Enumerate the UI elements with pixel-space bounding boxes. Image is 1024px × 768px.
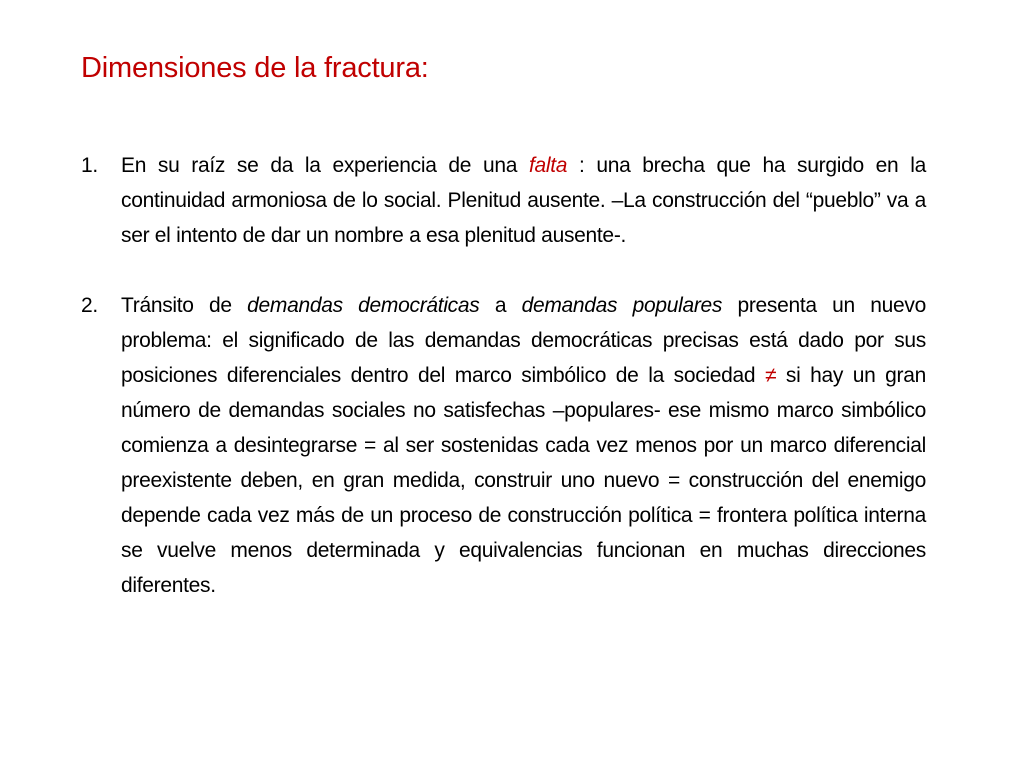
item-2-text-start: Tránsito de (121, 294, 248, 317)
item-2-not-equal-symbol: ≠ (764, 364, 777, 387)
item-2-text-mid: a (479, 294, 522, 317)
item-1-text-after: : una brecha que ha surgido en la continuidad armoniosa de lo social. Plenitud ausente. –La construcción del “pueblo” va a ser el intento de dar un nombre a esa plenitud ausente-. (121, 154, 926, 247)
list-item-2 (81, 288, 926, 603)
list-item-1 (81, 148, 926, 253)
item-2-text-end: si hay un gran número de demandas sociales no satisfechas –populares- ese mismo marco simbólico comienza a desintegrarse = al ser sostenidas cada vez menos por un marco diferencial preexistente deben, en gran medida, construir uno nuevo = construcción del enemigo depende cada vez más de un proceso de construcción política = frontera política interna se vuelve menos determinada y equivalencias funcionan en muchas direcciones diferentes. (121, 364, 926, 597)
item-1-text-before: En su raíz se da la experiencia de una (121, 154, 529, 177)
list-number-2: 2. (81, 294, 98, 317)
item-1-highlight-falta: falta (528, 154, 568, 177)
item-2-emphasis-demandas-populares: demandas populares (521, 294, 723, 317)
slide-title: Dimensiones de la fractura: (81, 52, 429, 84)
item-2-text-cont: presenta un nuevo problema: el significado de las demandas democráticas precisas está dado por sus posiciones diferenciales dentro del marco simbólico de la sociedad (121, 294, 926, 387)
item-2-emphasis-demandas-democraticas: demandas democráticas (247, 294, 480, 317)
points-list (81, 148, 926, 603)
list-number-1: 1. (81, 154, 98, 177)
